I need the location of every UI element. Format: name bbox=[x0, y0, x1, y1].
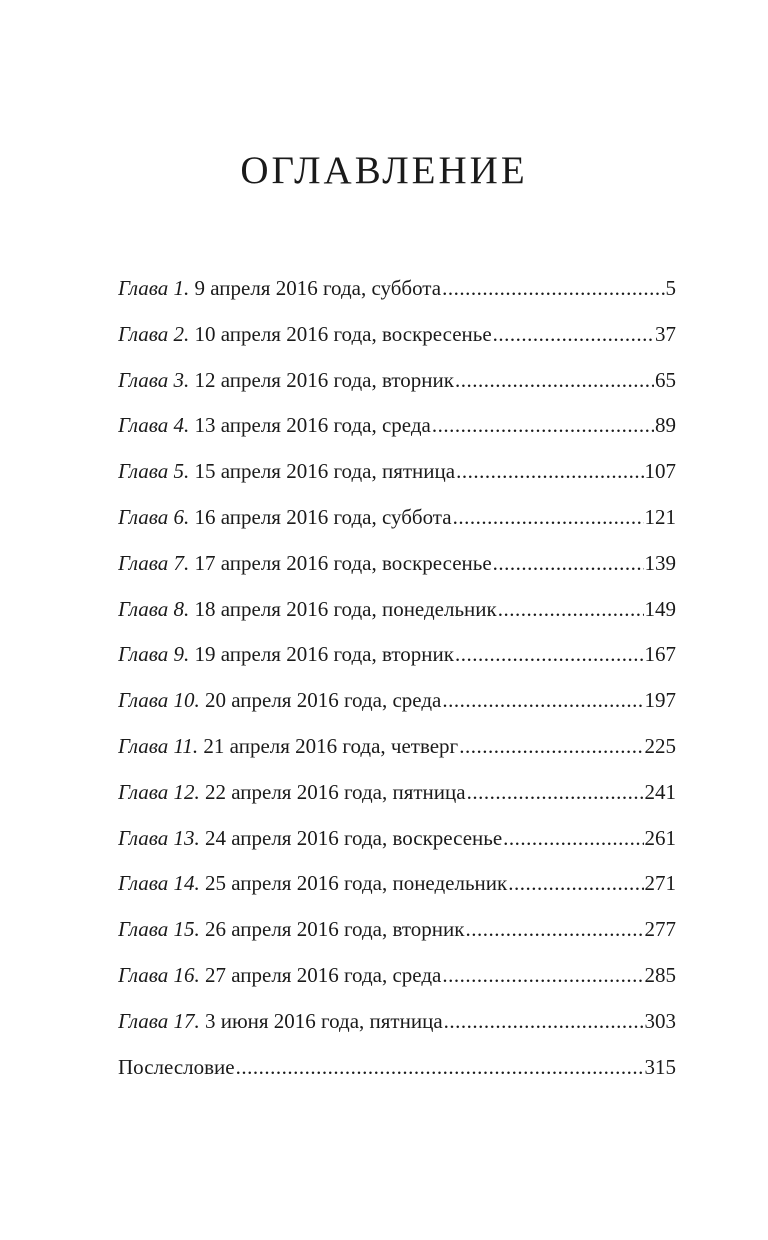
toc-page-number: 315 bbox=[644, 1054, 676, 1079]
toc-entry bbox=[118, 266, 676, 312]
toc-chapter-label: Глава 5. bbox=[118, 459, 190, 484]
toc-heading: 18 апреля 2016 года, понедельник bbox=[194, 596, 497, 621]
toc-chapter-label: Глава 2. bbox=[118, 321, 190, 346]
toc-page-number: 225 bbox=[644, 733, 676, 758]
toc-chapter-label: Глава 9. bbox=[118, 642, 190, 667]
toc-entry bbox=[118, 358, 676, 404]
toc-heading: 9 апреля 2016 года, суббота bbox=[194, 276, 442, 300]
toc-dot-leader bbox=[442, 678, 643, 724]
toc-page-number: 261 bbox=[644, 825, 676, 850]
toc-entry bbox=[118, 816, 676, 862]
table-of-contents bbox=[118, 266, 676, 1090]
toc-chapter-label: Глава 16. bbox=[118, 962, 200, 987]
toc-chapter-label: Глава 7. bbox=[118, 550, 190, 575]
toc-heading: 21 апреля 2016 года, четверг bbox=[203, 733, 459, 758]
toc-dot-leader bbox=[508, 861, 643, 907]
toc-dot-leader bbox=[442, 953, 643, 999]
toc-dot-leader bbox=[432, 403, 654, 449]
toc-entry bbox=[118, 541, 676, 587]
toc-chapter-label: Глава 15. bbox=[118, 917, 200, 942]
toc-page-number: 271 bbox=[644, 871, 676, 896]
toc-dot-leader bbox=[498, 587, 644, 633]
toc-chapter-label: Глава 13. bbox=[118, 825, 200, 850]
toc-page-number: 65 bbox=[655, 367, 676, 392]
toc-heading: 25 апреля 2016 года, понедельник bbox=[204, 871, 508, 896]
toc-page-number: 37 bbox=[655, 321, 676, 346]
toc-page-number: 303 bbox=[644, 1008, 676, 1033]
toc-entry bbox=[118, 495, 676, 541]
toc-entry bbox=[118, 953, 676, 999]
toc-chapter-label: Глава 11. bbox=[118, 733, 199, 758]
toc-heading: 20 апреля 2016 года, среда bbox=[204, 688, 442, 713]
toc-dot-leader bbox=[493, 541, 644, 587]
toc-page-number: 197 bbox=[644, 688, 676, 713]
toc-heading: 16 апреля 2016 года, суббота bbox=[194, 504, 452, 529]
toc-dot-leader bbox=[459, 724, 643, 770]
toc-heading: 19 апреля 2016 года, вторник bbox=[194, 642, 454, 667]
toc-dot-leader bbox=[503, 816, 643, 862]
toc-dot-leader bbox=[465, 907, 643, 953]
toc-entry bbox=[118, 770, 676, 816]
toc-heading: Послесловие bbox=[118, 1054, 235, 1079]
toc-chapter-label: Глава 4. bbox=[118, 413, 190, 438]
toc-page-number: 89 bbox=[655, 413, 676, 438]
toc-heading: 22 апреля 2016 года, пятница bbox=[204, 779, 466, 804]
page-title: ОГЛАВЛЕНИЕ bbox=[240, 149, 528, 192]
toc-chapter-label: Глава 1. bbox=[118, 276, 190, 300]
toc-dot-leader bbox=[456, 449, 643, 495]
toc-page-number: 241 bbox=[644, 779, 676, 804]
toc-heading: 27 апреля 2016 года, среда bbox=[204, 962, 442, 987]
toc-chapter-label: Глава 8. bbox=[118, 596, 190, 621]
toc-heading: 3 июня 2016 года, пятница bbox=[204, 1008, 443, 1033]
toc-chapter-label: Глава 14. bbox=[118, 871, 200, 896]
toc-heading: 13 апреля 2016 года, среда bbox=[194, 413, 431, 438]
toc-page-number: 285 bbox=[644, 962, 676, 987]
toc-dot-leader bbox=[236, 1045, 644, 1091]
toc-page-number: 167 bbox=[644, 642, 676, 667]
toc-chapter-label: Глава 6. bbox=[118, 504, 190, 529]
toc-dot-leader bbox=[442, 266, 664, 312]
toc-page-number: 5 bbox=[665, 276, 676, 300]
toc-entry bbox=[118, 678, 676, 724]
toc-dot-leader bbox=[455, 358, 654, 404]
toc-heading: 15 апреля 2016 года, пятница bbox=[194, 459, 456, 484]
toc-entry bbox=[118, 587, 676, 633]
toc-chapter-label: Глава 3. bbox=[118, 367, 190, 392]
toc-dot-leader bbox=[467, 770, 644, 816]
toc-page-number: 277 bbox=[644, 917, 676, 942]
toc-entry bbox=[118, 724, 676, 770]
toc-entry bbox=[118, 861, 676, 907]
toc-page-number: 121 bbox=[644, 504, 676, 529]
toc-dot-leader bbox=[455, 632, 644, 678]
toc-dot-leader bbox=[493, 312, 654, 358]
toc-entry bbox=[118, 403, 676, 449]
toc-entry bbox=[118, 999, 676, 1045]
toc-entry bbox=[118, 907, 676, 953]
toc-page-number: 139 bbox=[644, 550, 676, 575]
toc-dot-leader bbox=[453, 495, 644, 541]
toc-heading: 17 апреля 2016 года, воскресенье bbox=[194, 550, 492, 575]
toc-entry bbox=[118, 449, 676, 495]
toc-heading: 26 апреля 2016 года, вторник bbox=[204, 917, 465, 942]
toc-page-number: 107 bbox=[644, 459, 676, 484]
toc-page-number: 149 bbox=[644, 596, 676, 621]
toc-heading: 12 апреля 2016 года, вторник bbox=[194, 367, 454, 392]
toc-entry bbox=[118, 312, 676, 358]
toc-chapter-label: Глава 10. bbox=[118, 688, 200, 713]
toc-chapter-label: Глава 12. bbox=[118, 779, 200, 804]
toc-heading: 24 апреля 2016 года, воскресенье bbox=[204, 825, 503, 850]
toc-entry-afterword bbox=[118, 1045, 676, 1091]
toc-entry bbox=[118, 632, 676, 678]
toc-heading: 10 апреля 2016 года, воскресенье bbox=[194, 321, 492, 346]
toc-chapter-label: Глава 17. bbox=[118, 1008, 200, 1033]
toc-dot-leader bbox=[444, 999, 644, 1045]
